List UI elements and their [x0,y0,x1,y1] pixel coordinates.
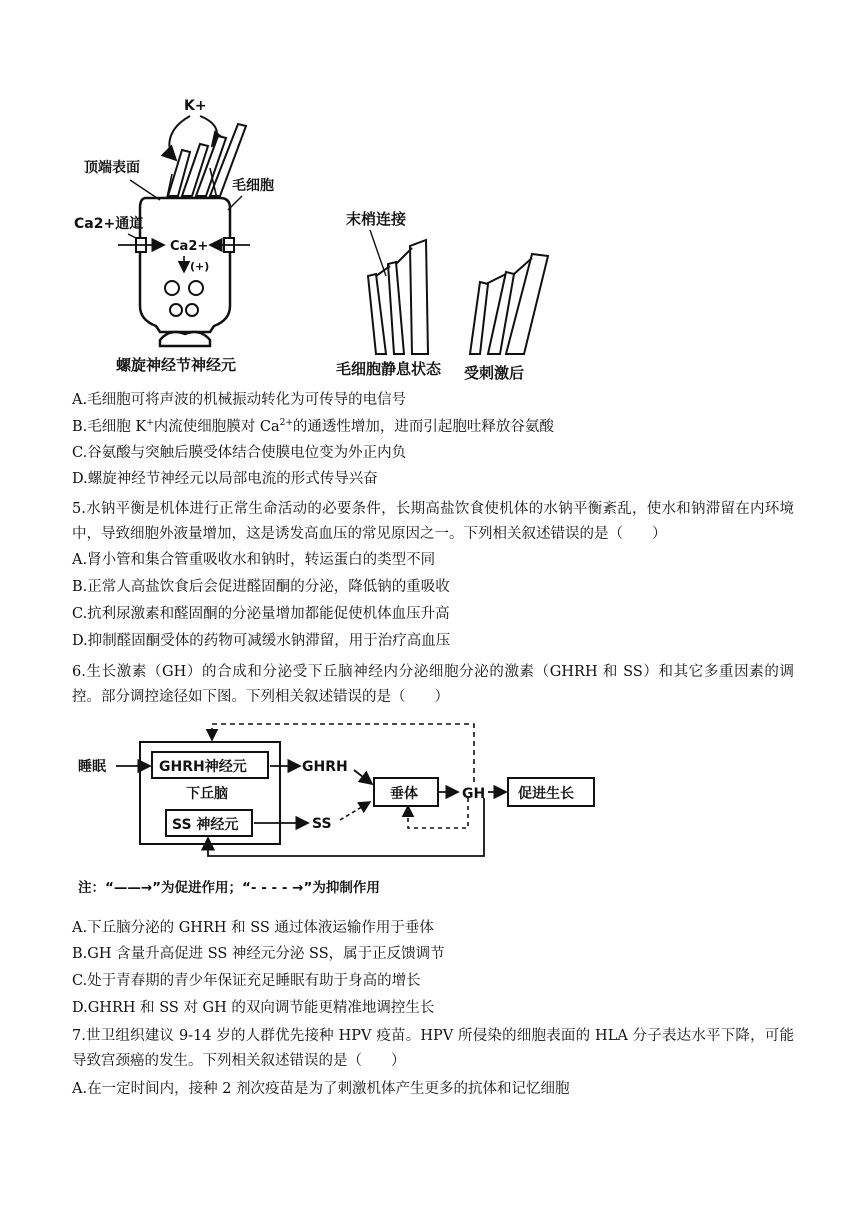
q6-option-c: C.处于青春期的青少年保证充足睡眠有助于身高的增长 [72,973,421,989]
q6-option-a: A.下丘脑分泌的 GHRH 和 SS 通过体液运输作用于垂体 [72,920,434,936]
ca-channel-label: Ca2+通道 [74,216,144,232]
hair-cell-label: 毛细胞 [232,178,274,194]
gh-regulation-figure [72,720,632,905]
q4-b-text-1: B.毛细胞 K [72,419,147,435]
apical-surface-label: 顶端表面 [84,160,140,176]
q5-option-b: B.正常人高盐饮食后会促进醛固酮的分泌，降低钠的重吸收 [72,579,450,595]
q4-b-sup-1: + [146,418,154,429]
ghrh-neuron-label: GHRH神经元 [159,759,247,775]
q5-stem: 5.水钠平衡是机体进行正常生命活动的必要条件，长期高盐饮食使机体的水钠平衡紊乱，使水和钠滞留在内环境中，导致细胞外液量增加，这是诱发高血压的常见原因之一。下列相关叙述错误的是（ ） [72,501,794,542]
q4-b-text-3: 的通透性增加，进而引起胞吐释放谷氨酸 [292,419,554,435]
hair-cell-body [140,198,230,332]
q5-option-d: D.抑制醛固酮受体的药物可减缓水钠滞留，用于治疗高血压 [72,633,451,649]
growth-label: 促进生长 [518,786,574,802]
q5-option-c: C.抗利尿激素和醛固酮的分泌量增加都能促使机体血压升高 [72,606,450,622]
q7-stem: 7.世卫组织建议 9-14 岁的人群优先接种 HPV 疫苗。HPV 所侵染的细胞表面的 HLA 分子表达水平下降，可能导致宫颈癌的发生。下列相关叙述错误的是（ ） [72,1028,794,1069]
q4-option-b [72,417,554,437]
q4-b-sup-2: 2+ [279,418,293,429]
resting-state-label: 毛细胞静息状态 [336,360,442,378]
sleep-label: 睡眠 [78,759,106,775]
q4-option-a: A.毛细胞可将声波的机械振动转化为可传导的电信号 [72,392,407,408]
tip-link-label: 末梢连接 [346,210,407,228]
k-ion-label: K+ [184,98,207,114]
pituitary-label: 垂体 [390,786,418,802]
q7-option-a: A.在一定时间内，接种 2 剂次疫苗是为了刺激机体产生更多的抗体和记忆细胞 [72,1081,570,1097]
legend-note: 注：“——→”为促进作用；“- - - - →”为抑制作用 [78,880,380,896]
ss-label: SS [312,816,332,832]
hypothalamus-label: 下丘脑 [186,786,228,802]
stimulated-state-label: 受刺激后 [464,364,525,382]
q4-option-d: D.螺旋神经节神经元以局部电流的形式传导兴奋 [72,471,378,487]
gh-label: GH [462,786,486,802]
q6-option-b: B.GH 含量升高促进 SS 神经元分泌 SS，属于正反馈调节 [72,946,445,962]
q5-option-a: A.肾小管和集合管重吸收水和钠时，转运蛋白的类型不同 [72,552,436,568]
q6-option-d: D.GHRH 和 SS 对 GH 的双向调节能更精准地调控生长 [72,1000,435,1016]
q4-option-c: C.谷氨酸与突触后膜受体结合使膜电位变为外正内负 [72,445,407,461]
hair-cell-figure [60,88,560,388]
ghrh-label: GHRH [302,759,348,775]
resting-stereocilia [368,240,428,354]
stimulated-stereocilia [470,254,548,354]
q4-b-text-2: 内流使细胞膜对 Ca [153,419,280,435]
q6-stem: 6.生长激素（GH）的合成和分泌受下丘脑神经内分泌细胞分泌的激素（GHRH 和 SS）和其它多重因素的调控。部分调控途径如下图。下列相关叙述错误的是（ ） [72,664,794,705]
ca-ion-label: Ca2+ [170,239,209,254]
neuron-terminal [160,332,210,346]
neuron-label: 螺旋神经节神经元 [116,356,237,374]
plus-label: (+) [190,260,210,273]
ss-neuron-label: SS 神经元 [172,817,239,833]
